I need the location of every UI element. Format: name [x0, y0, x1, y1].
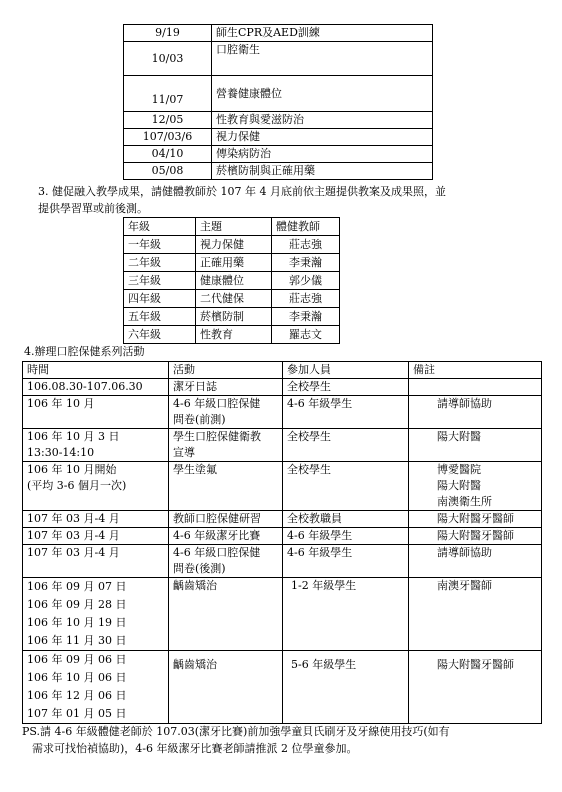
ps-line2: 需求可找怡禎協助)，4-6 年級潔牙比賽老師請推派 2 位學童參加。	[32, 742, 358, 755]
time-cell: 106 年 10 月 3 日 13:30-14:10	[23, 429, 169, 462]
teacher-table	[123, 217, 340, 344]
column-header: 參加人員	[283, 362, 409, 379]
table-row	[124, 236, 340, 254]
note-cell: 陽大附醫牙醫師	[409, 528, 542, 545]
ps-note	[22, 723, 547, 757]
note-cell: 博愛醫院 陽大附醫 南澳衛生所	[409, 462, 542, 511]
time-cell: 107 年 03 月-4 月	[23, 528, 169, 545]
topic-cell: 性教育	[196, 326, 272, 344]
people-cell: 4-6 年級學生	[283, 545, 409, 578]
people-cell: 全校教職員	[283, 511, 409, 528]
schedule-date: 9/19	[124, 25, 212, 42]
schedule-topic: 營養健康體位	[212, 76, 433, 112]
table-row	[23, 545, 542, 578]
column-header: 時間	[23, 362, 169, 379]
people-cell: 全校學生	[283, 429, 409, 462]
column-header: 主題	[196, 218, 272, 236]
time-cell: 106 年 09 月 07 日 106 年 09 月 28 日 106 年 10 月 19 日 106 年 11 月 30 日	[23, 578, 169, 651]
schedule-topic: 師生CPR及AED訓練	[212, 25, 433, 42]
section4-title: 4.辦理口腔保健系列活動	[24, 345, 145, 358]
table-row	[124, 129, 433, 146]
grade-cell: 一年級	[124, 236, 196, 254]
activity-cell: 4-6 年級口腔保健 問卷(前測)	[169, 396, 283, 429]
note-cell: 陽大附醫牙醫師	[409, 651, 542, 724]
table-row	[23, 462, 542, 511]
table-row	[124, 146, 433, 163]
people-cell: 4-6 年級學生	[283, 396, 409, 429]
topic-cell: 二代健保	[196, 290, 272, 308]
people-cell: 全校學生	[283, 462, 409, 511]
activity-cell: 教師口腔保健研習	[169, 511, 283, 528]
schedule-topic: 傳染病防治	[212, 146, 433, 163]
note-cell: 陽大附醫牙醫師	[409, 511, 542, 528]
teacher-cell: 莊志強	[272, 290, 340, 308]
table-row	[23, 651, 542, 724]
table-row	[124, 112, 433, 129]
table-row	[124, 308, 340, 326]
table-row	[23, 379, 542, 396]
time-cell: 106 年 10 月	[23, 396, 169, 429]
grade-cell: 六年級	[124, 326, 196, 344]
table-header-row	[23, 362, 542, 379]
schedule-date: 05/08	[124, 163, 212, 180]
teacher-cell: 李秉瀚	[272, 308, 340, 326]
section3-line1: 3. 健促融入教學成果，請健體教師於 107 年 4 月底前依主題提供教案及成果照，並	[38, 185, 446, 198]
schedule-date: 12/05	[124, 112, 212, 129]
schedule-date: 107/03/6	[124, 129, 212, 146]
table-row	[23, 429, 542, 462]
schedule-date: 11/07	[124, 76, 212, 112]
activity-table	[22, 361, 542, 724]
table-row	[124, 326, 340, 344]
note-cell: 請導師協助	[409, 396, 542, 429]
people-cell: 5-6 年級學生	[283, 651, 409, 724]
schedule-date: 04/10	[124, 146, 212, 163]
activity-cell: 學生口腔保健衛教 宣導	[169, 429, 283, 462]
time-cell: 106.08.30-107.06.30	[23, 379, 169, 396]
people-cell: 1-2 年級學生	[283, 578, 409, 651]
note-cell: 陽大附醫	[409, 429, 542, 462]
time-cell: 106 年 09 月 06 日 106 年 10 月 06 日 106 年 12 月 06 日 107 年 01 月 05 日	[23, 651, 169, 724]
section3-line2: 提供學習單或前後測。	[38, 202, 148, 215]
table-row	[124, 290, 340, 308]
activity-cell: 4-6 年級口腔保健 問卷(後測)	[169, 545, 283, 578]
note-cell: 請導師協助	[409, 545, 542, 578]
activity-cell: 學生塗氟	[169, 462, 283, 511]
grade-cell: 三年級	[124, 272, 196, 290]
topic-cell: 菸檳防制	[196, 308, 272, 326]
activity-cell: 齲齒矯治	[169, 578, 283, 651]
schedule-topic: 菸檳防制與正確用藥	[212, 163, 433, 180]
table-row	[23, 528, 542, 545]
time-cell: 107 年 03 月-4 月	[23, 511, 169, 528]
ps-line1: PS.請 4-6 年級體健老師於 107.03(潔牙比賽)前加強學童貝氏刷牙及牙線使用技巧(如有	[22, 725, 450, 738]
schedule-topic: 口腔衛生	[212, 42, 433, 76]
table-row	[124, 272, 340, 290]
table-header-row	[124, 218, 340, 236]
column-header: 備註	[409, 362, 542, 379]
table-row	[23, 511, 542, 528]
time-cell: 106 年 10 月開始 (平均 3-6 個月一次)	[23, 462, 169, 511]
activity-cell: 齲齒矯治	[169, 651, 283, 724]
table-row	[23, 396, 542, 429]
grade-cell: 四年級	[124, 290, 196, 308]
column-header: 體健教師	[272, 218, 340, 236]
topic-cell: 正確用藥	[196, 254, 272, 272]
note-cell	[409, 379, 542, 396]
table-row	[124, 254, 340, 272]
topic-cell: 健康體位	[196, 272, 272, 290]
grade-cell: 二年級	[124, 254, 196, 272]
column-header: 活動	[169, 362, 283, 379]
teacher-cell: 李秉瀚	[272, 254, 340, 272]
table-row	[124, 163, 433, 180]
teacher-cell: 羅志文	[272, 326, 340, 344]
schedule-date: 10/03	[124, 42, 212, 76]
grade-cell: 五年級	[124, 308, 196, 326]
people-cell: 4-6 年級學生	[283, 528, 409, 545]
section3-text	[38, 183, 538, 217]
activity-cell: 潔牙日誌	[169, 379, 283, 396]
table-row	[124, 25, 433, 42]
time-cell: 107 年 03 月-4 月	[23, 545, 169, 578]
topic-cell: 視力保健	[196, 236, 272, 254]
teacher-cell: 莊志強	[272, 236, 340, 254]
table-row	[23, 578, 542, 651]
schedule-topic: 視力保健	[212, 129, 433, 146]
note-cell: 南澳牙醫師	[409, 578, 542, 651]
column-header: 年級	[124, 218, 196, 236]
schedule-topic: 性教育與愛滋防治	[212, 112, 433, 129]
activity-cell: 4-6 年級潔牙比賽	[169, 528, 283, 545]
schedule-table	[123, 24, 433, 180]
teacher-cell: 郭少儀	[272, 272, 340, 290]
people-cell: 全校學生	[283, 379, 409, 396]
table-row	[124, 42, 433, 76]
table-row	[124, 76, 433, 112]
